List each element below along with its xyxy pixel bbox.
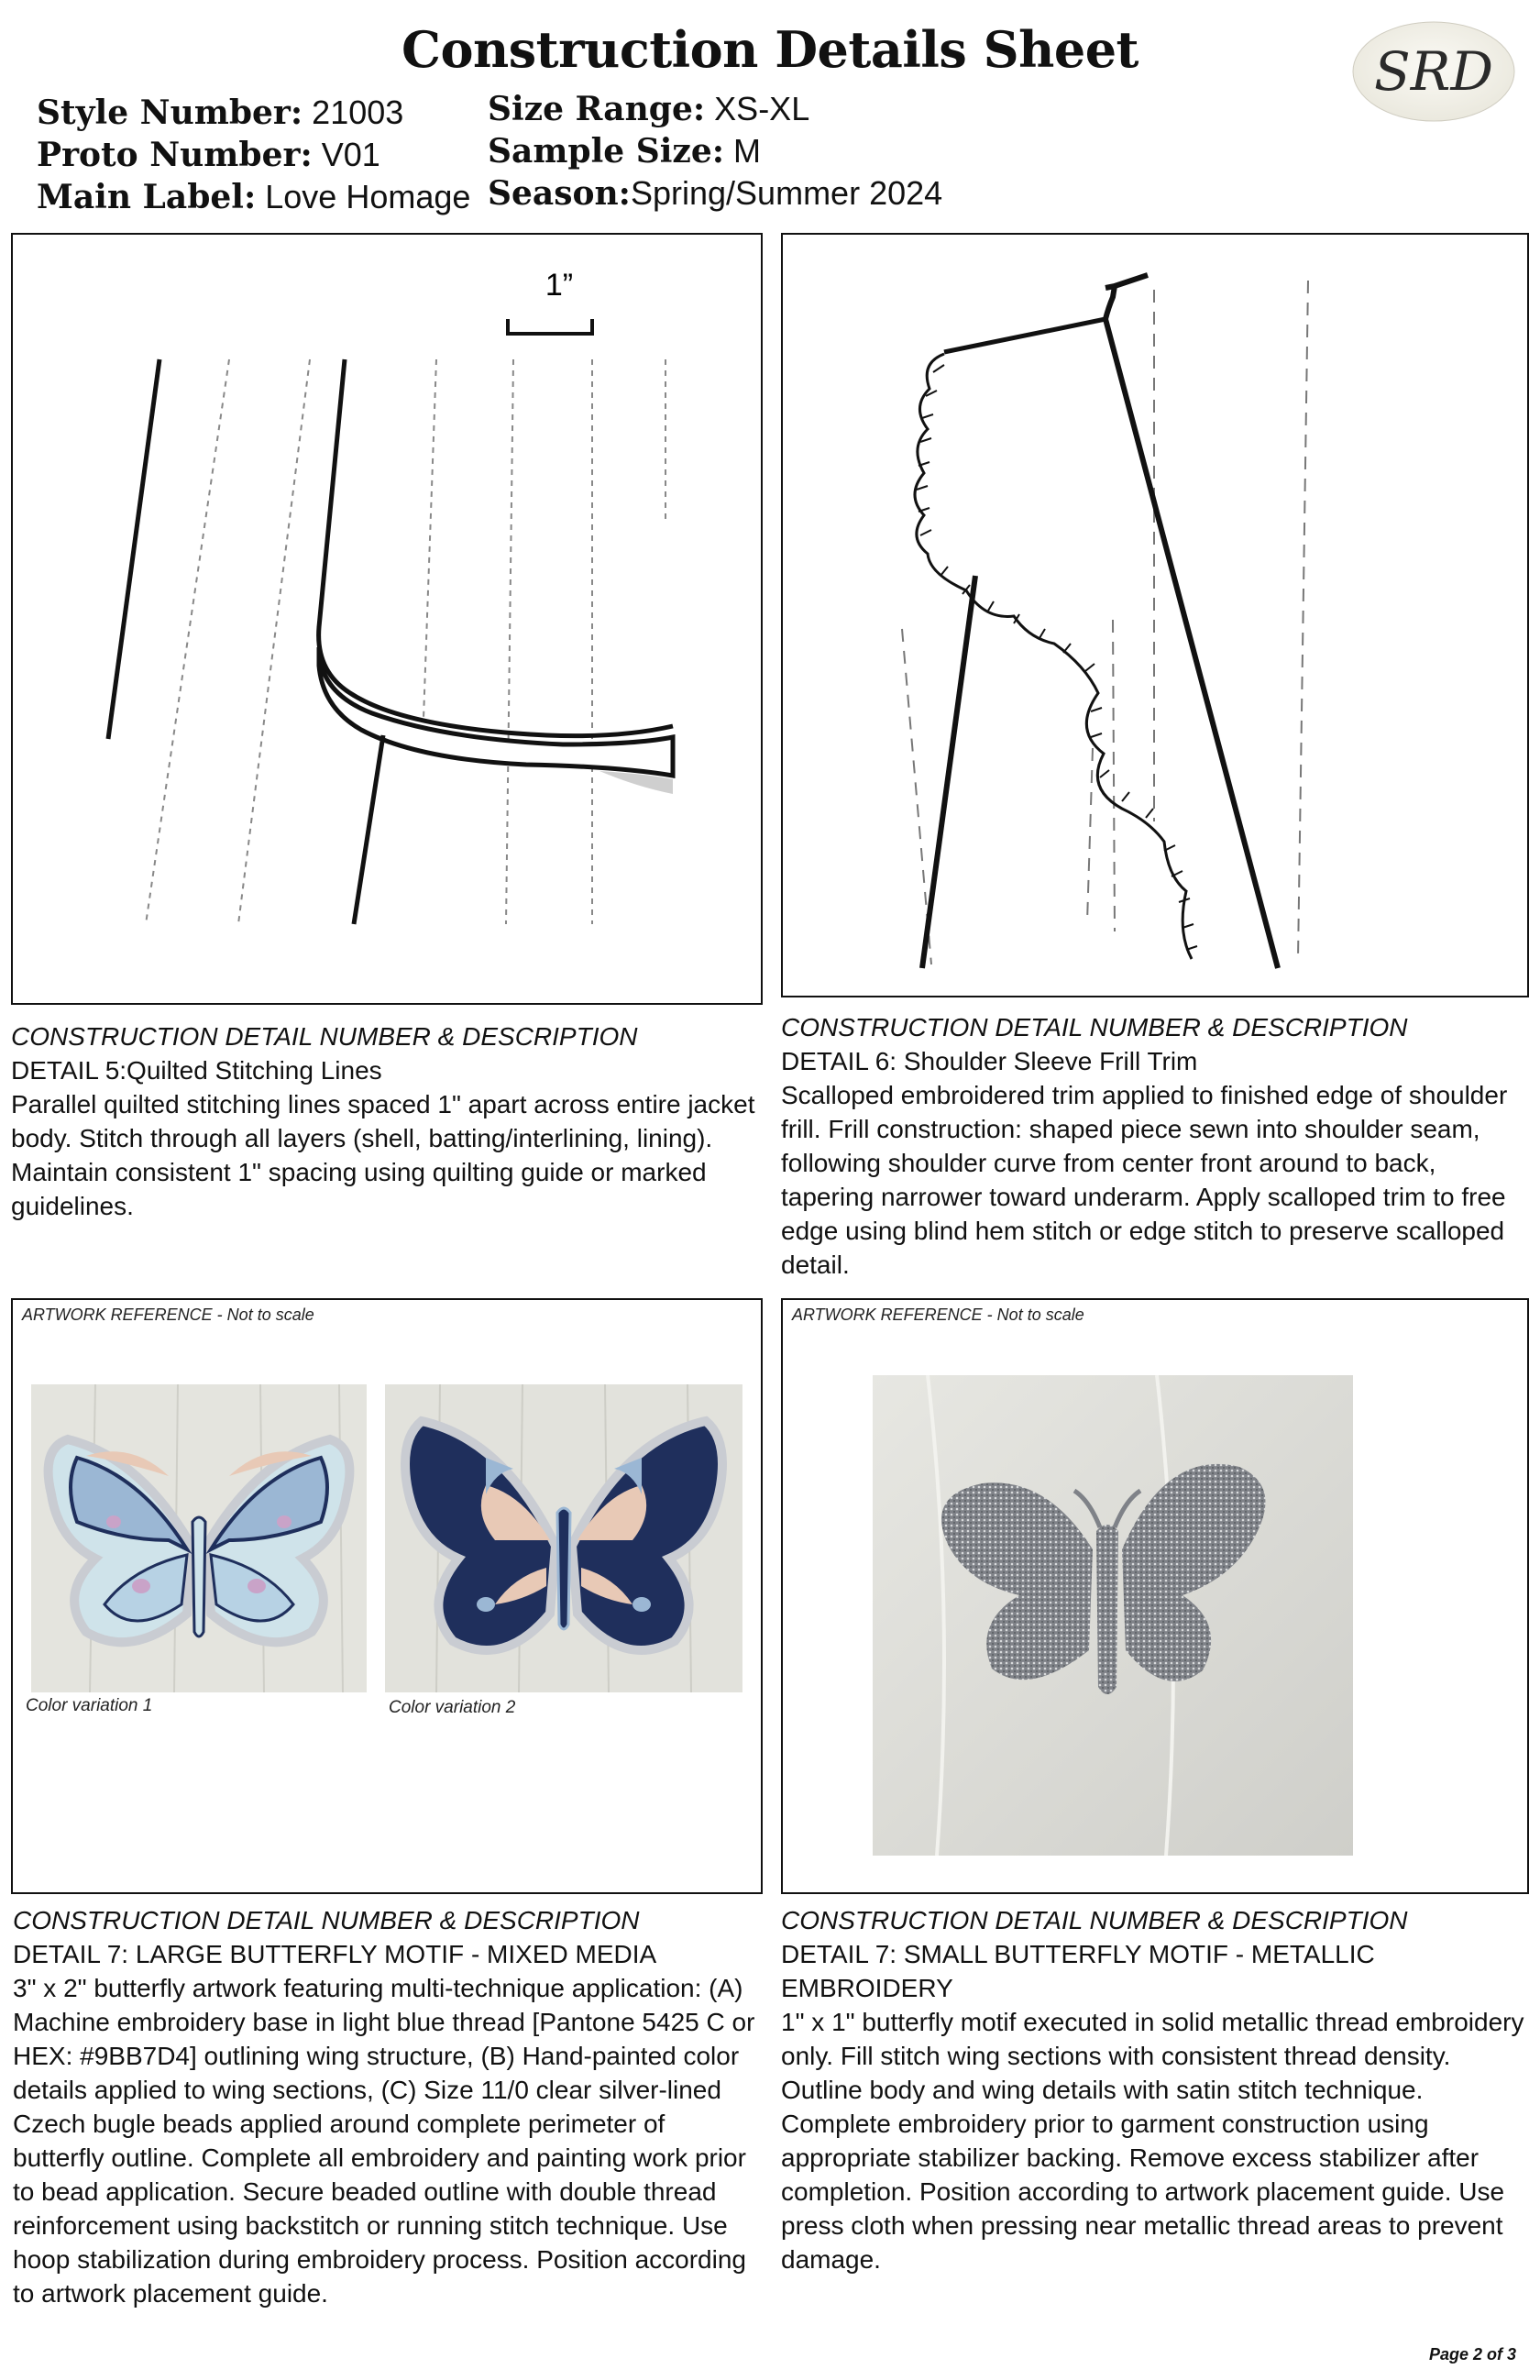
detail6-heading: CONSTRUCTION DETAIL NUMBER & DESCRIPTION: [781, 1013, 1408, 1041]
detail7-small-number: DETAIL 7: SMALL BUTTERFLY MOTIF - METALLIC EMBROIDERY: [781, 1940, 1375, 2002]
caption-color-variation-2: Color variation 2: [389, 1698, 516, 1717]
artwork-large-butterfly: [11, 1298, 763, 1894]
size-range-row: Size Range: XS-XL: [488, 90, 810, 128]
detail7-large-description: [13, 1903, 763, 2310]
detail7-large-heading: CONSTRUCTION DETAIL NUMBER & DESCRIPTION: [13, 1906, 640, 1934]
blanket-stitch-marks: [917, 365, 1197, 950]
detail7-small-body: 1" x 1" butterfly motif executed in solid metallic thread embroidery only. Fill stitch wing sections with consistent thread density. Outline body and wing details with satin stitch technique. Complete embroidery prior to garment construction using appropriate stabilizer backing. Remove excess stabilizer after completion. Position according to artwork placement guide. Use press cloth when pressing near metallic thread areas to prevent damage.: [781, 2008, 1524, 2274]
proto-number-row: Proto Number: V01: [37, 136, 380, 174]
metallic-butterfly-photo: [873, 1375, 1353, 1856]
detail6-body: Scalloped embroidered trim applied to finished edge of shoulder frill. Frill construction: shaped piece sewn into shoulder seam, following shoulder curve from center front around to back, tapering narrower toward underarm. Apply scalloped trim to free edge using blind hem stitch or edge stitch to preserve scalloped detail.: [781, 1081, 1508, 1279]
detail5-description: [11, 1019, 763, 1223]
detail7-large-number: DETAIL 7: LARGE BUTTERFLY MOTIF - MIXED MEDIA: [13, 1940, 657, 1968]
spacing-label: 1”: [544, 268, 574, 303]
season-row: Season:Spring/Summer 2024: [488, 174, 943, 213]
detail6-number: DETAIL 6: Shoulder Sleeve Frill Trim: [781, 1047, 1198, 1075]
quilted-stitching-drawing: [13, 235, 763, 1005]
style-info-left: [37, 92, 470, 218]
detail7-small-heading: CONSTRUCTION DETAIL NUMBER & DESCRIPTION: [781, 1906, 1408, 1934]
detail6-illustration: [781, 233, 1529, 997]
main-label-row: Main Label: Love Homage: [37, 178, 471, 216]
style-number-row: Style Number: 21003: [37, 94, 404, 132]
svg-text:SRD: SRD: [1374, 40, 1493, 103]
shoulder-frill-drawing: [783, 235, 1529, 997]
sample-size-row: Sample Size: M: [488, 132, 762, 171]
butterfly-variation-1-photo: [31, 1384, 367, 1692]
detail5-body: Parallel quilted stitching lines spaced 1" apart across entire jacket body. Stitch through all layers (shell, batting/interlining, lining). Maintain consistent 1" spacing using quilting guide or marked guidelines.: [11, 1090, 755, 1220]
caption-color-variation-1: Color variation 1: [26, 1696, 153, 1715]
detail6-description: [781, 1010, 1529, 1282]
style-info-right: [488, 88, 942, 215]
artwork-left-ref-label: ARTWORK REFERENCE - Not to scale: [22, 1306, 314, 1324]
detail5-heading: CONSTRUCTION DETAIL NUMBER & DESCRIPTION: [11, 1022, 638, 1051]
artwork-right-ref-label: ARTWORK REFERENCE - Not to scale: [792, 1306, 1084, 1324]
detail7-large-body: 3" x 2" butterfly artwork featuring multi-technique application: (A) Machine embroidery base in light blue thread [Pantone 5425 C or HEX: #9BB7D4] outlining wing structure, (B) Hand-painted color details applied to wing sections, (C) Size 11/0 clear silver-lined Czech bugle beads applied around complete perimeter of butterfly outline. Complete all embroidery and painting work prior to bead application. Secure beaded outline with double thread reinforcement using backstitch or running stitch technique. Use hoop stabilization during embroidery process. Position according to artwork placement guide.: [13, 1974, 755, 2308]
artwork-small-butterfly: [781, 1298, 1529, 1894]
page-title: Construction Details Sheet: [402, 20, 1138, 79]
detail7-small-description: [781, 1903, 1529, 2276]
brand-logo: [1349, 18, 1518, 125]
detail5-illustration: [11, 233, 763, 1005]
page-number: Page 2 of 3: [1428, 2345, 1516, 2363]
butterfly-variation-2-photo: [385, 1384, 742, 1692]
detail5-number: DETAIL 5:Quilted Stitching Lines: [11, 1056, 382, 1085]
